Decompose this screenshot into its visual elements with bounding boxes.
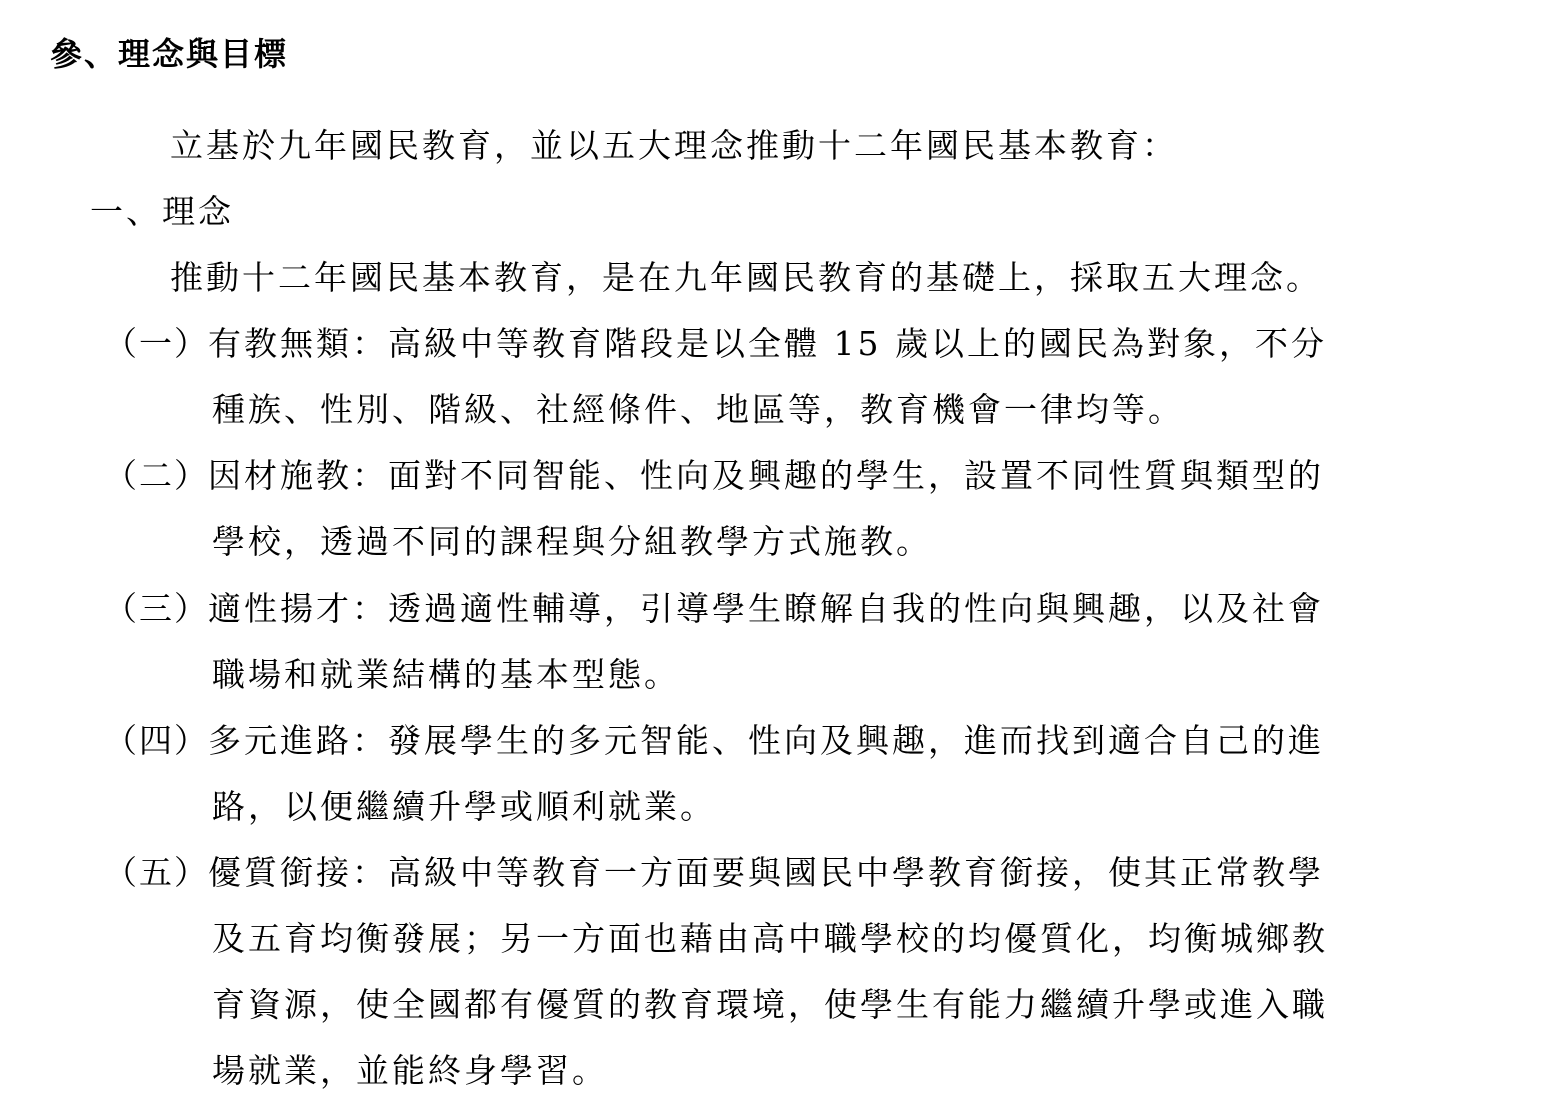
item-text-line: 及五育均衡發展；另一方面也藉由高中職學校的均優質化，均衡城鄉教 [212, 919, 1328, 958]
item-text-line: 育資源，使全國都有優質的教育環境，使學生有能力繼續升學或進入職 [212, 985, 1328, 1024]
item-marker: （五） [104, 853, 209, 892]
item-text-line: 有教無類：高級中等教育階段是以全體 15 歲以上的國民為對象，不分 [208, 324, 1327, 363]
item-text-line: 職場和就業結構的基本型態。 [212, 655, 680, 694]
item-text-line: 學校，透過不同的課程與分組教學方式施教。 [212, 522, 932, 561]
item-marker: （一） [104, 324, 209, 363]
item-text-line: 優質銜接：高級中等教育一方面要與國民中學教育銜接，使其正常教學 [208, 853, 1324, 892]
item-text-line: 種族、性別、階級、社經條件、地區等，教育機會一律均等。 [212, 390, 1184, 429]
item-text-line: 路，以便繼續升學或順利就業。 [212, 787, 716, 826]
subsection-title: 一、理念 [90, 192, 234, 231]
item-text-line: 多元進路：發展學生的多元智能、性向及興趣，進而找到適合自己的進 [208, 721, 1324, 760]
item-text-line: 場就業，並能終身學習。 [212, 1051, 608, 1090]
item-marker: （四） [104, 721, 209, 760]
item-text-line: 因材施教：面對不同智能、性向及興趣的學生，設置不同性質與類型的 [208, 456, 1324, 495]
list-item [104, 589, 1324, 629]
item-text-line: 適性揚才：透過適性輔導，引導學生瞭解自我的性向與興趣，以及社會 [208, 589, 1324, 628]
subsection-lead: 推動十二年國民基本教育，是在九年國民教育的基礎上，採取五大理念。 [170, 258, 1322, 297]
list-item [104, 853, 1324, 893]
intro-paragraph: 立基於九年國民教育，並以五大理念推動十二年國民基本教育： [170, 126, 1178, 165]
section-title: 參、理念與目標 [50, 35, 289, 73]
item-marker: （二） [104, 456, 209, 495]
list-item [104, 456, 1324, 496]
item-marker: （三） [104, 589, 209, 628]
list-item [104, 324, 1327, 364]
list-item [104, 721, 1324, 761]
